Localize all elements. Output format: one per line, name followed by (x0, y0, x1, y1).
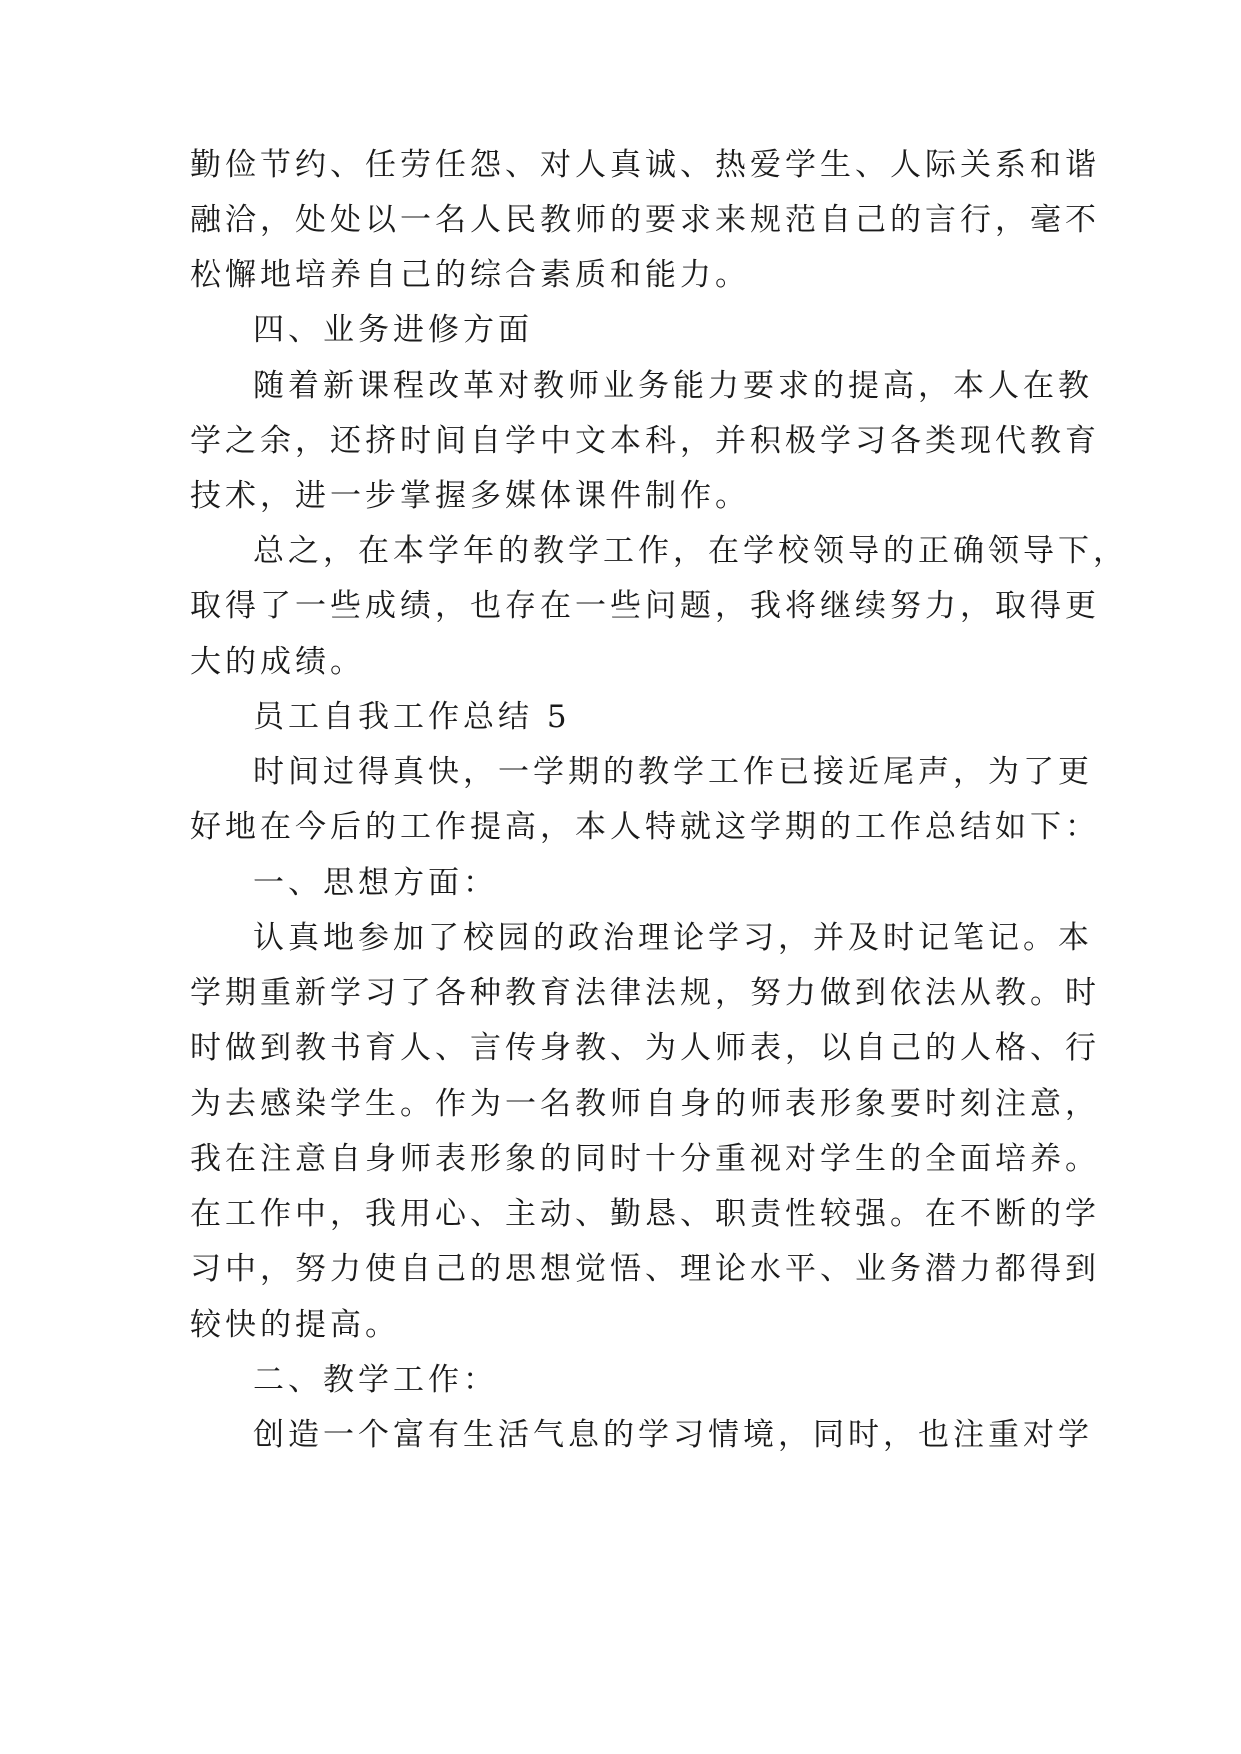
text-line: 好地在今后的工作提高，本人特就这学期的工作总结如下： (190, 809, 1100, 845)
section-heading: 一、思想方面： (253, 865, 498, 901)
text-line: 我在注意自身师表形象的同时十分重视对学生的全面培养。 (190, 1141, 1100, 1177)
text-line: 松懈地培养自己的综合素质和能力。 (190, 257, 750, 293)
text-line: 习中，努力使自己的思想觉悟、理论水平、业务潜力都得到 (190, 1251, 1100, 1287)
text-line: 融洽，处处以一名人民教师的要求来规范自己的言行，毫不 (190, 202, 1100, 238)
text-line: 取得了一些成绩，也存在一些问题，我将继续努力，取得更 (190, 588, 1100, 624)
text-line: 勤俭节约、任劳任怨、对人真诚、热爱学生、人际关系和谐 (190, 147, 1100, 183)
text-line: 学期重新学习了各种教育法律法规，努力做到依法从教。时 (190, 975, 1100, 1011)
text-line: 随着新课程改革对教师业务能力要求的提高，本人在教 (253, 368, 1093, 404)
text-line: 在工作中，我用心、主动、勤恳、职责性较强。在不断的学 (190, 1196, 1100, 1232)
text-line: 创造一个富有生活气息的学习情境，同时，也注重对学 (253, 1417, 1093, 1453)
text-line: 总之，在本学年的教学工作，在学校领导的正确领导下， (253, 533, 1128, 569)
text-line: 时做到教书育人、言传身教、为人师表，以自己的人格、行 (190, 1030, 1100, 1066)
section-heading: 二、教学工作： (253, 1362, 498, 1398)
text-line: 较快的提高。 (190, 1307, 400, 1343)
text-line: 为去感染学生。作为一名教师自身的师表形象要时刻注意， (190, 1086, 1100, 1122)
article-title: 员工自我工作总结 5 (253, 699, 571, 735)
text-line: 学之余，还挤时间自学中文本科，并积极学习各类现代教育 (190, 423, 1100, 459)
text-line: 大的成绩。 (190, 644, 365, 680)
text-line: 技术，进一步掌握多媒体课件制作。 (190, 478, 750, 514)
text-line: 时间过得真快，一学期的教学工作已接近尾声，为了更 (253, 754, 1093, 790)
text-line: 认真地参加了校园的政治理论学习，并及时记笔记。本 (253, 920, 1093, 956)
section-heading: 四、业务进修方面 (253, 312, 533, 348)
